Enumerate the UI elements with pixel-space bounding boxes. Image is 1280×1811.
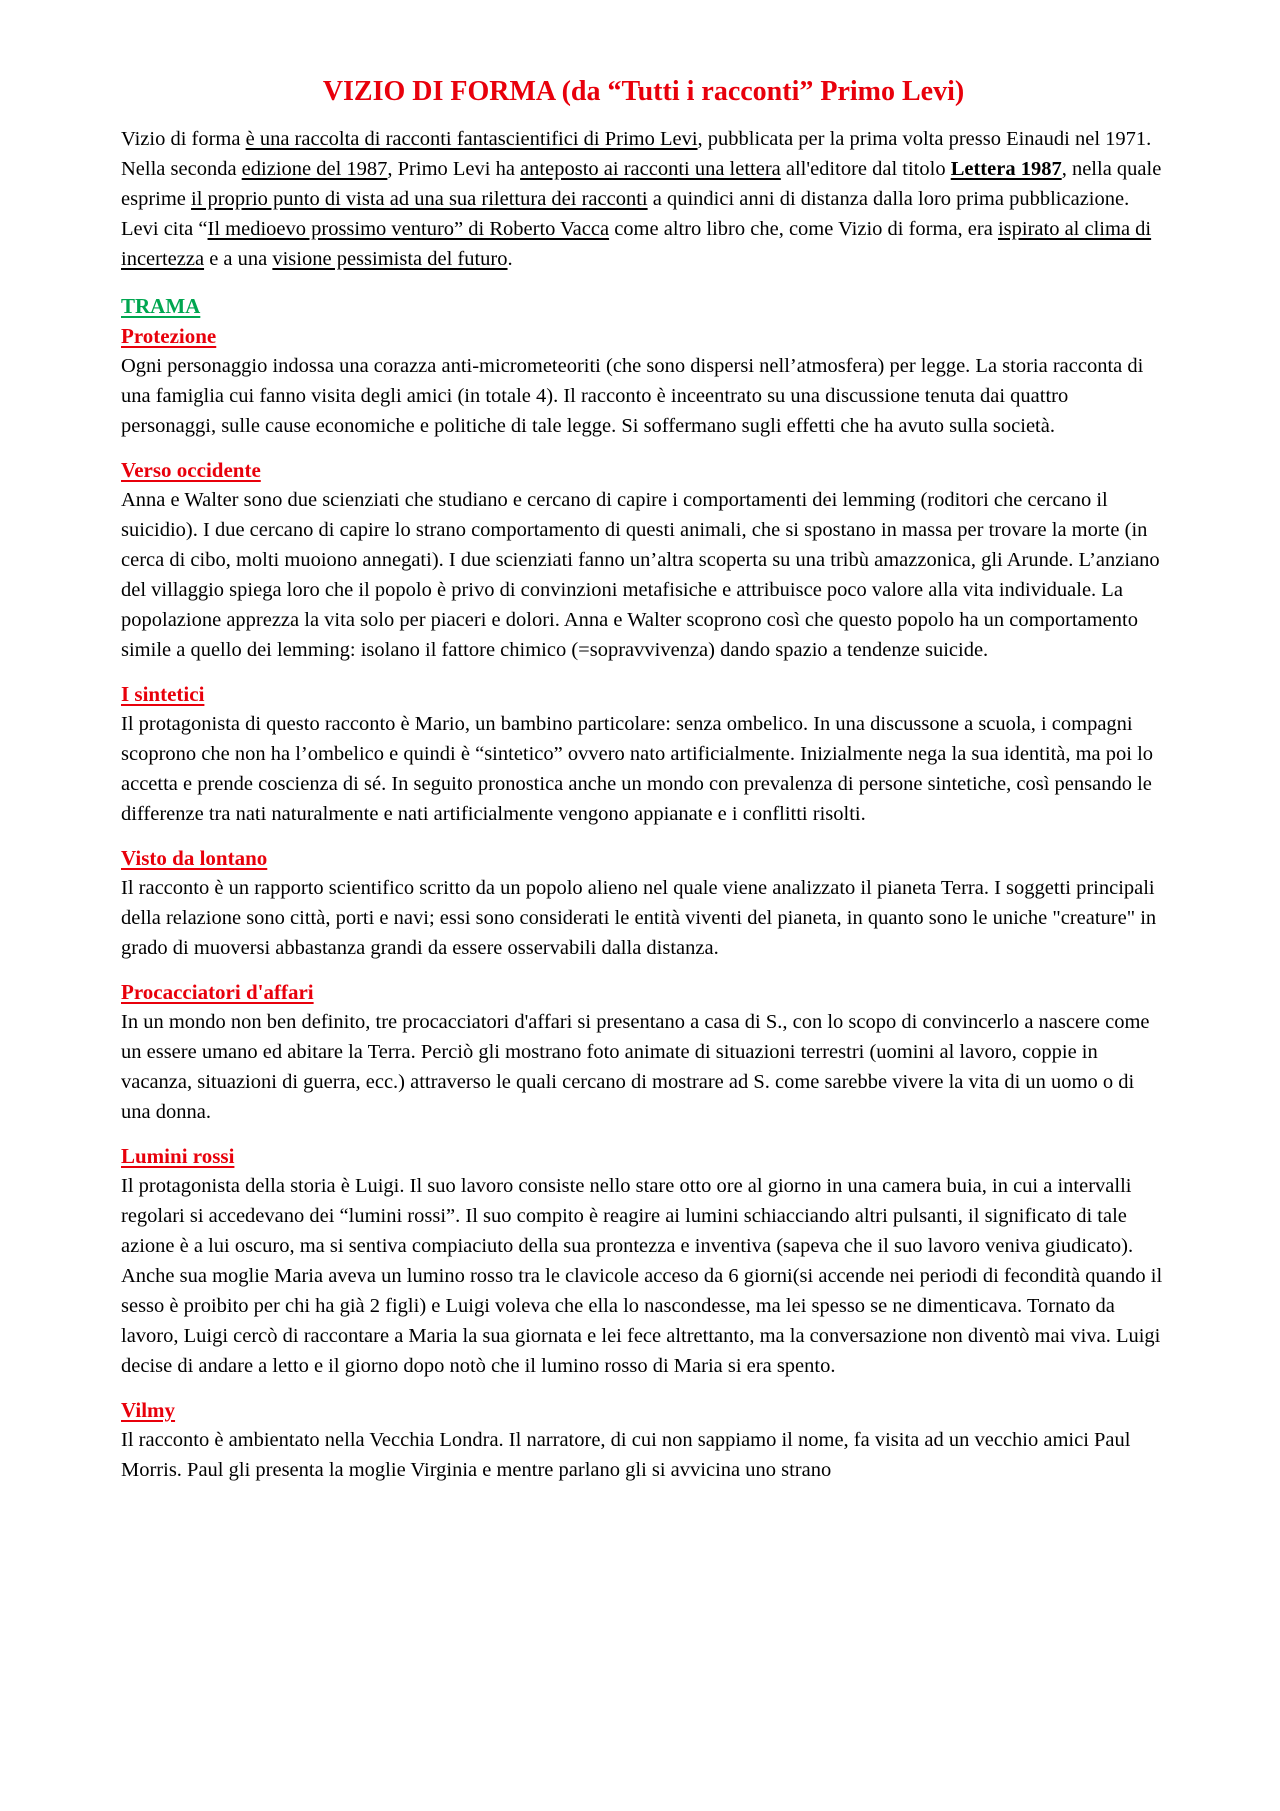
story-paragraph: Anche sua moglie Maria aveva un lumino rosso tra le clavicole acceso da 6 giorni(si accende nei periodi di fecondità quando il sesso è proibito per chi ha già 2 figli) e Luigi voleva che ella lo nascondesse, ma lei spesso se ne dimenticava. Tornato da lavoro, Luigi cercò di raccontare a Maria la sua giornata e lei fece altrettanto, ma la conversazione non diventò mai viva. Luigi decise di andare a letto e il giorno dopo notò che il lumino rosso di Maria si era spento. bbox=[121, 1265, 1163, 1377]
story-title: Visto da lontano bbox=[121, 846, 268, 870]
intro-underlined-text: il proprio punto di vista ad una sua rilettura dei racconti bbox=[191, 188, 648, 210]
story-paragraph: Anna e Walter sono due scienziati che studiano e cercano di capire i comportamenti dei lemming (roditori che cercano il suicidio). I due cercano di capire lo strano comportamento di questi animali, che si spostano in massa per trovare la morte (in cerca di cibo, molti muoiono annegati). I due scienziati fanno un’altra scoperta su una tribù amazzonica, gli Arunde. L’anziano del villaggio spiega loro che il popolo è privo di convinzioni metafisiche e attribuisce poco valore alla vita individuale. La popolazione apprezza la vita solo per piaceri e dolori. Anna e Walter scoprono così che questo popolo ha un comportamento simile a quello dei lemming: isolano il fattore chimico (=sopravvivenza) dando spazio a tendenze suicide. bbox=[121, 489, 1160, 661]
intro-underlined-text: edizione del 1987 bbox=[241, 158, 388, 180]
section-heading-trama: TRAMA bbox=[121, 294, 201, 318]
story-paragraph: Il racconto è un rapporto scientifico scritto da un popolo alieno nel quale viene analizzato il pianeta Terra. I soggetti principali della relazione sono città, porti e navi; essi sono considerati le entità viventi del pianeta, in quanto sono le uniche "creature" in grado di muoversi abbastanza grandi da essere osservabili dalla distanza. bbox=[121, 877, 1157, 959]
story-section bbox=[121, 1395, 1166, 1485]
intro-underlined-text: visione pessimista del futuro bbox=[272, 248, 508, 270]
intro-text: , nella quale esprime bbox=[121, 158, 1162, 210]
story-paragraph: Il protagonista della storia è Luigi. Il suo lavoro consiste nello stare otto ore al giorno in una camera buia, in cui a intervalli regolari si accedevano dei “lumini rossi”. Il suo compito è reagire ai lumini schiacciando altri pulsanti, il significato di tale azione è a lui oscuro, ma si sentiva compiaciuto della sua prontezza e inventiva (sapeva che il suo lavoro veniva giudicato). bbox=[121, 1175, 1134, 1257]
story-section bbox=[121, 1141, 1166, 1381]
intro-text: Nella seconda bbox=[121, 158, 242, 180]
story-title: Procacciatori d'affari bbox=[121, 980, 314, 1004]
story-paragraph: In un mondo non ben definito, tre procacciatori d'affari si presentano a casa di S., con lo scopo di convincerlo a nascere come un essere umano ed abitare la Terra. Perciò gli mostrano foto animate di situazioni terrestri (uomini al lavoro, coppie in vacanza, situazioni di guerra, ecc.) attraverso le quali cercano di mostrare ad S. come sarebbe vivere la vita di un uomo o di una donna. bbox=[121, 1011, 1150, 1123]
story-title: I sintetici bbox=[121, 682, 205, 706]
story-section bbox=[121, 679, 1166, 829]
story-title: Verso occidente bbox=[121, 458, 261, 482]
document-title: VIZIO DI FORMA (da “Tutti i racconti” Primo Levi) bbox=[322, 76, 965, 107]
intro-text: all'editore dal titolo bbox=[780, 158, 951, 180]
story-paragraph: Il protagonista di questo racconto è Mario, un bambino particolare: senza ombelico. In una discussone a scuola, i compagni scoprono che non ha l’ombelico e quindi è “sintetico” ovvero nato artificialmente. Inizialmente nega la sua identità, ma poi lo accetta e prende coscienza di sé. In seguito pronostica anche un mondo con prevalenza di persone sintetiche, così pensando le differenze tra nati naturalmente e nati artificialmente vengono appianate e i conflitti risolti. bbox=[121, 713, 1154, 825]
intro-underlined-text: ispirato al clima di incertezza bbox=[121, 218, 1152, 270]
intro-underlined-text: è una raccolta di racconti fantascientifici di Primo Levi bbox=[245, 128, 698, 150]
intro-paragraph bbox=[121, 154, 1166, 274]
intro-paragraph bbox=[121, 124, 1166, 154]
story-title: Vilmy bbox=[121, 1398, 176, 1422]
story-title: Lumini rossi bbox=[121, 1144, 235, 1168]
document-page bbox=[121, 72, 1166, 1485]
intro-text: come altro libro che, come Vizio di forma, era bbox=[609, 218, 998, 240]
intro-text: a quindici anni di distanza dalla loro prima pubblicazione. Levi cita “ bbox=[121, 188, 1130, 240]
intro-text: , pubblicata per la prima volta presso Einaudi nel 1971. bbox=[697, 128, 1152, 150]
intro-text: e a una bbox=[204, 248, 273, 270]
story-section bbox=[121, 843, 1166, 963]
story-section bbox=[121, 977, 1166, 1127]
intro-text: Vizio di forma bbox=[121, 128, 246, 150]
intro-text: , Primo Levi ha bbox=[387, 158, 521, 180]
intro-text: . bbox=[507, 248, 513, 270]
story-title: Protezione bbox=[121, 324, 217, 348]
story-section bbox=[121, 455, 1166, 665]
intro-bold-underlined-text: Lettera 1987 bbox=[950, 158, 1062, 180]
story-section bbox=[121, 321, 1166, 441]
story-paragraph: Il racconto è ambientato nella Vecchia Londra. Il narratore, di cui non sappiamo il nome, fa visita ad un vecchio amici Paul Morris. Paul gli presenta la moglie Virginia e mentre parlano gli si avvicina uno strano bbox=[121, 1429, 1131, 1481]
story-paragraph: Ogni personaggio indossa una corazza anti-micrometeoriti (che sono dispersi nell’atmosfera) per legge. La storia racconta di una famiglia cui fanno visita degli amici (in totale 4). Il racconto è inceentrato su una discussione tenuta dai quattro personaggi, sulle cause economiche e politiche di tale legge. Si soffermano sugli effetti che ha avuto sulla società. bbox=[121, 355, 1144, 437]
intro-underlined-text: anteposto ai racconti una lettera bbox=[520, 158, 781, 180]
intro-underlined-text: Il medioevo prossimo venturo” di Roberto Vacca bbox=[207, 218, 610, 240]
intro-section bbox=[121, 124, 1166, 274]
